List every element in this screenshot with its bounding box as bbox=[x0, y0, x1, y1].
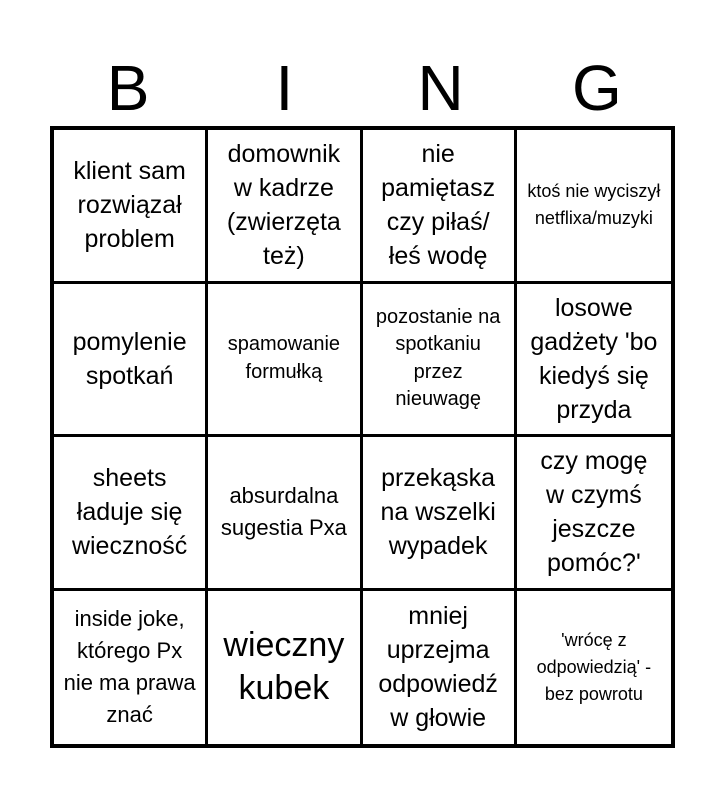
bingo-cell-r4c1[interactable] bbox=[54, 591, 208, 745]
header-letter-n: N bbox=[417, 52, 464, 124]
bingo-cell-text: czy mogę w czymś jeszcze pomóc?' bbox=[540, 447, 648, 578]
bingo-cell-r2c3[interactable] bbox=[363, 284, 517, 438]
bingo-cell-text: inside joke, którego Px nie ma prawa znać bbox=[63, 606, 196, 728]
bingo-cell-text: domownik w kadrze (zwierzęta też) bbox=[226, 140, 341, 271]
header-letter-b: B bbox=[106, 52, 150, 124]
bingo-cell-text: klient sam rozwiązał problem bbox=[73, 157, 186, 254]
bingo-cell-r4c4[interactable] bbox=[517, 591, 671, 745]
bingo-cell-text: pomylenie spotkań bbox=[72, 327, 187, 390]
bingo-cell-text: spamowanie formułką bbox=[227, 333, 341, 383]
bingo-cell-r1c2[interactable] bbox=[208, 130, 362, 284]
bingo-header bbox=[50, 52, 675, 124]
bingo-cell-text: losowe gadżety 'bo kiedyś się przyda bbox=[530, 293, 658, 424]
bingo-cell-r2c2[interactable] bbox=[208, 284, 362, 438]
bingo-cell-r1c1[interactable] bbox=[54, 130, 208, 284]
header-letter-i: I bbox=[275, 52, 294, 124]
bingo-cell-r2c4[interactable] bbox=[517, 284, 671, 438]
bingo-board bbox=[50, 126, 675, 748]
bingo-cell-text: wieczny kubek bbox=[223, 626, 345, 708]
bingo-cell-text: przekąska na wszelki wypadek bbox=[380, 464, 496, 561]
bingo-cell-r1c4[interactable] bbox=[517, 130, 671, 284]
bingo-cell-r2c1[interactable] bbox=[54, 284, 208, 438]
bingo-cell-r3c3[interactable] bbox=[363, 437, 517, 591]
bingo-cell-text: ktoś nie wyciszył netflixa/muzyki bbox=[527, 181, 661, 229]
bingo-cell-text: pozostanie na spotkaniu przez nieuwagę bbox=[375, 305, 501, 411]
bingo-cell-r1c3[interactable] bbox=[363, 130, 517, 284]
bingo-cell-text: sheets ładuje się wieczność bbox=[71, 464, 188, 561]
bingo-cell-text: mniej uprzejma odpowiedź w głowie bbox=[378, 602, 498, 733]
bingo-cell-r4c2[interactable] bbox=[208, 591, 362, 745]
bingo-cell-r4c3[interactable] bbox=[363, 591, 517, 745]
bingo-cell-text: absurdalna sugestia Pxa bbox=[220, 483, 347, 541]
header-letter-g: G bbox=[571, 52, 622, 124]
bingo-cell-text: nie pamiętasz czy piłaś/łeś wodę bbox=[381, 140, 496, 271]
bingo-cell-r3c4[interactable] bbox=[517, 437, 671, 591]
bingo-cell-r3c2[interactable] bbox=[208, 437, 362, 591]
bingo-cell-text: 'wrócę z odpowiedzią' - bez powrotu bbox=[536, 629, 652, 704]
bingo-cell-r3c1[interactable] bbox=[54, 437, 208, 591]
